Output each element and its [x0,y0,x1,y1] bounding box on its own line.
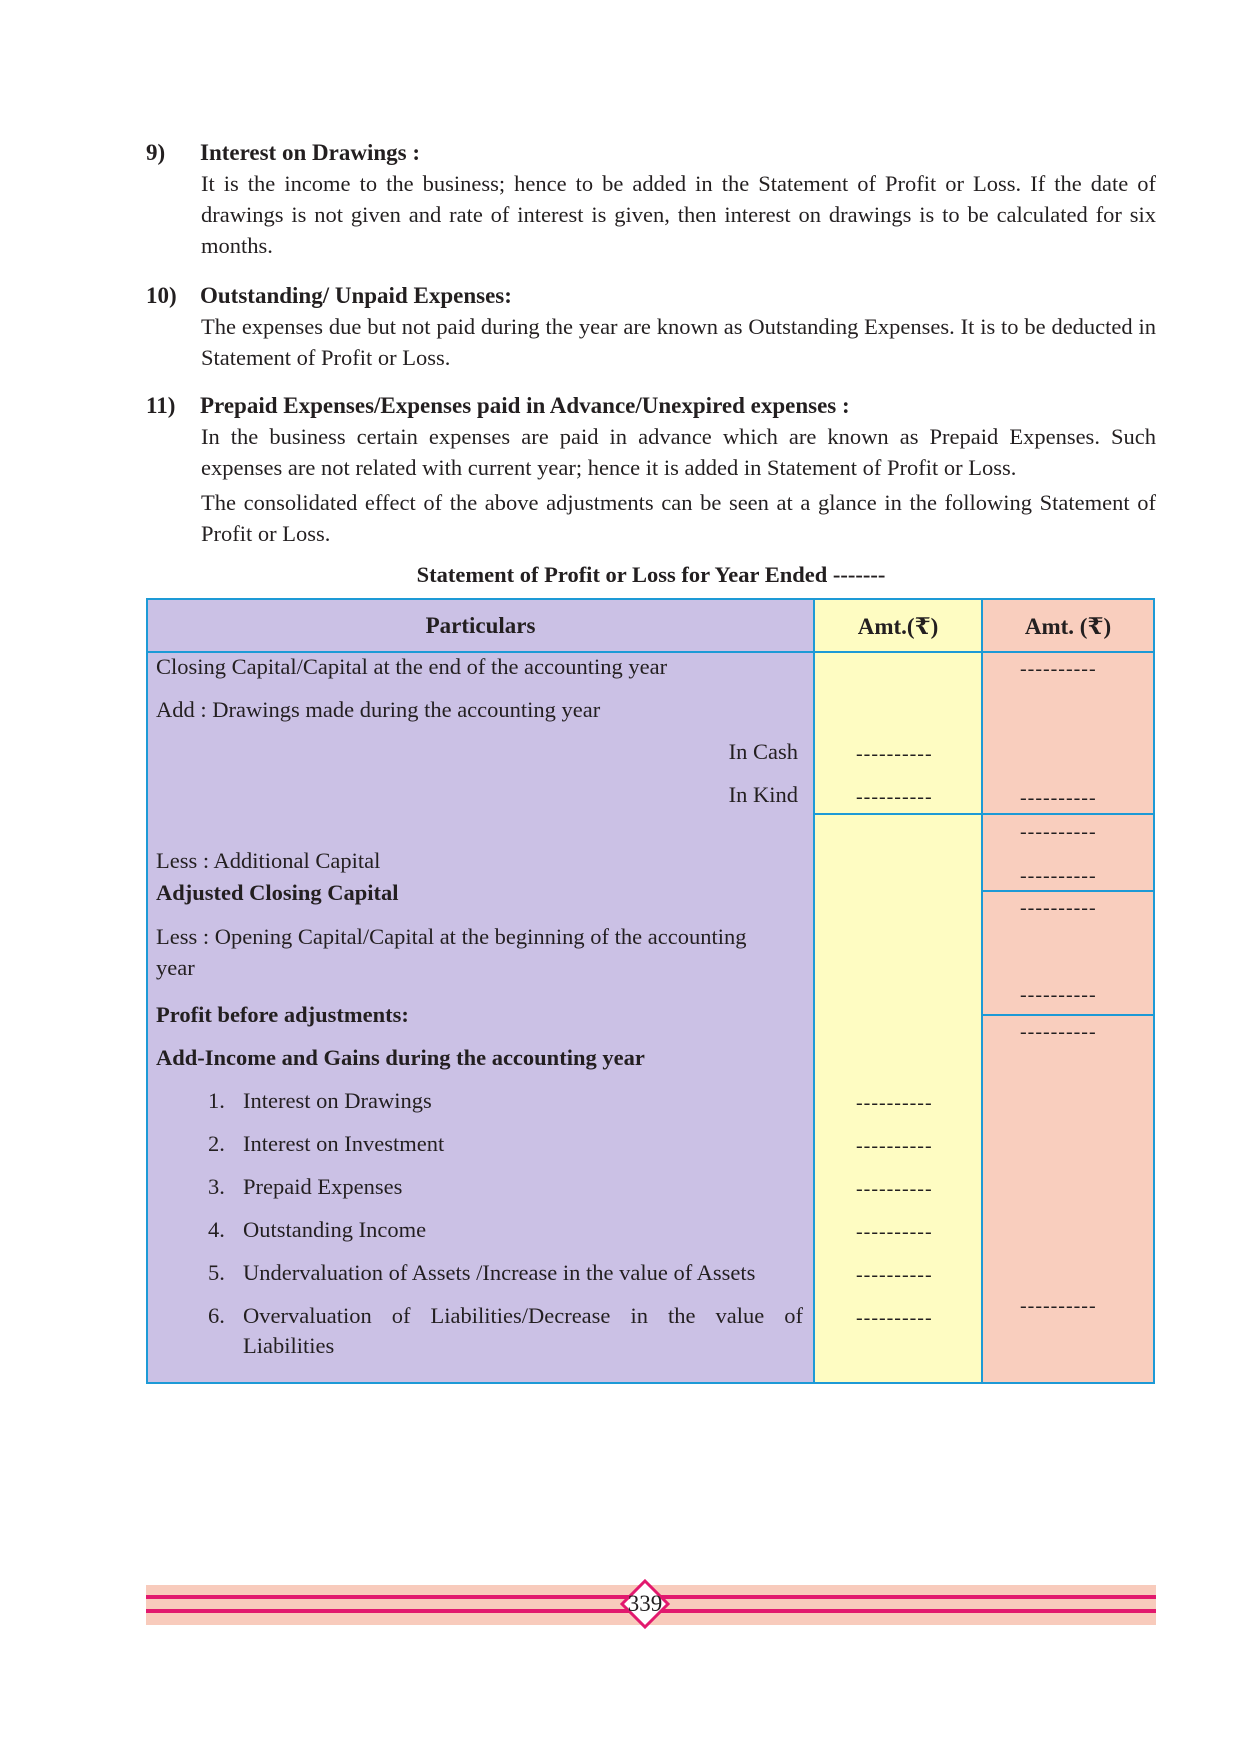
row-profit-before-adjustments: Profit before adjustments: [156,1002,409,1027]
header-particulars: Particulars [425,613,536,638]
amount-blank: ---------- [1020,865,1097,887]
amount-blank: ---------- [856,1264,933,1286]
amount-blank: ---------- [856,743,933,765]
row-in-kind: In Kind [728,782,798,807]
row-less-additional-capital: Less : Additional Capital [156,848,381,873]
income-item: Prepaid Expenses [243,1174,403,1199]
page-number: 339 [627,1591,663,1616]
row-divider [983,890,1153,892]
row-add-drawings: Add : Drawings made during the accounting year [156,697,601,722]
income-item-number: 3. [208,1174,225,1199]
row-add-income-gains: Add-Income and Gains during the accounting year [156,1045,645,1070]
amount-blank: ---------- [856,1135,933,1157]
amount-blank: ---------- [1020,821,1097,843]
statement-table [146,598,1155,1384]
section-prepaid-expenses [146,391,1156,553]
amount-blank: ---------- [1020,658,1097,680]
section-heading: 10) Outstanding/ Unpaid Expenses: [146,283,512,308]
statement-title: Statement of Profit or Loss for Year Ended ------- [416,562,886,587]
income-item: Overvaluation of Liabilities/Decrease in the value of [243,1303,803,1328]
income-item-cont: Liabilities [243,1333,335,1358]
section-paragraph: The consolidated effect of the above adjustments can be seen at a glance in the following Statement of Profit or Loss. [201,490,1156,546]
amount-blank: ---------- [856,1307,933,1329]
amount-blank: ---------- [856,786,933,808]
row-divider [815,813,1153,815]
page-footer [146,1585,1156,1625]
header-amount-1: Amt.(₹) [857,613,939,639]
income-item-number: 6. [208,1303,225,1328]
amount-blank: ---------- [856,1092,933,1114]
income-item: Interest on Drawings [243,1088,432,1113]
section-paragraph: The expenses due but not paid during the year are known as Outstanding Expenses. It is to be deducted in Statement of Profit or Loss. [201,314,1156,370]
income-item: Undervaluation of Assets /Increase in the value of Assets [243,1260,756,1285]
row-closing-capital: Closing Capital/Capital at the end of the accounting year [156,654,668,679]
row-adjusted-closing-capital: Adjusted Closing Capital [156,880,399,905]
amount-blank: ---------- [1020,1295,1097,1317]
amount-blank: ---------- [856,1221,933,1243]
amount-blank: ---------- [1020,897,1097,919]
column-divider [981,600,983,1382]
section-outstanding-expenses [146,281,1156,377]
column-divider [813,600,815,1382]
section-interest-on-drawings [146,138,1156,265]
row-less-opening-capital-cont: year [156,955,195,980]
income-item-number: 4. [208,1217,225,1242]
row-divider [983,1014,1153,1016]
section-paragraph: In the business certain expenses are paid in advance which are known as Prepaid Expenses. Such expenses are not related with current year; hence it is added in Statement of Profit or Loss. [201,424,1156,480]
income-item-number: 1. [208,1088,225,1113]
amount-blank: ---------- [1020,787,1097,809]
section-heading: 11) Prepaid Expenses/Expenses paid in Advance/Unexpired expenses : [146,393,850,418]
income-item: Outstanding Income [243,1217,427,1242]
income-item-number: 2. [208,1131,225,1156]
header-amount-2: Amt. (₹) [1024,613,1112,639]
row-less-opening-capital: Less : Opening Capital/Capital at the beginning of the accounting [156,924,747,949]
row-in-cash: In Cash [728,739,798,764]
section-heading: 9) Interest on Drawings : [146,140,420,165]
amount-blank: ---------- [1020,1021,1097,1043]
amount-blank: ---------- [1020,984,1097,1006]
amount-blank: ---------- [856,1178,933,1200]
income-item-number: 5. [208,1260,225,1285]
section-paragraph: It is the income to the business; hence to be added in the Statement of Profit or Loss. If the date of drawings is not given and rate of interest is given, then interest on drawings is to be calculated for six months. [201,171,1156,258]
income-item: Interest on Investment [243,1131,445,1156]
